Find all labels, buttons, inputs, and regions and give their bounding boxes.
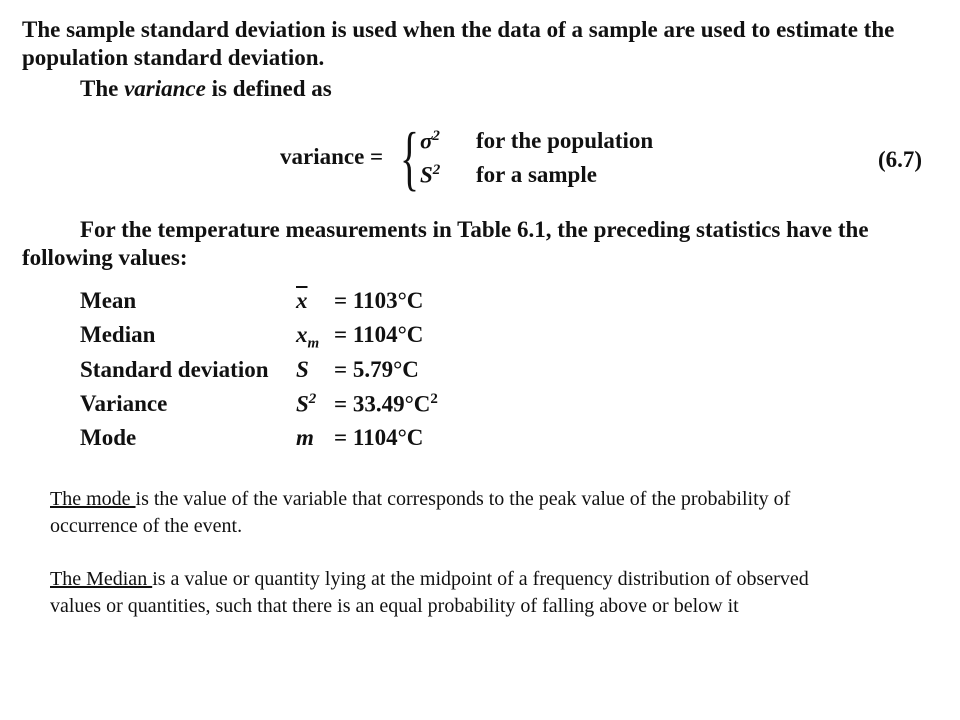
mode-definition [50,486,840,540]
stat-name-std-dev: Standard deviation [80,357,269,382]
mode-term: The mode [50,488,136,510]
stat-symbol-median: $x_m$ [296,322,320,352]
stat-name-mean: Mean [80,288,137,313]
variance-term: variance [124,76,206,101]
stat-value-mean: = 1103°C [334,288,424,313]
stat-value-std-dev: = 5.79°C [334,357,419,382]
variance-definition-intro [80,76,332,102]
equation-case-sample-text: for a sample [476,162,597,187]
stat-symbol-variance: $S^2$ [296,391,317,417]
median-definition-text: is a value or quantity lying at the midpoint of a frequency distribution of observed values or quantities, such that there is an equal probability of falling above or below it [50,568,809,617]
equation-lhs: variance = [280,144,384,169]
stat-name-median: Median [80,322,156,347]
equation-brace: { [400,118,420,198]
stat-name-variance: Variance [80,391,168,416]
variance-intro-prefix: The [80,76,125,101]
sample-std-dev-paragraph: The sample standard deviation is used when the data of a sample are used to estimate the population standard deviation. [22,17,895,70]
median-definition [50,566,840,620]
stat-symbol-mode: m [296,425,314,450]
equation-case-population-symbol: $\sigma^2$ [420,128,440,154]
stat-value-median: = 1104°C [334,322,424,347]
variance-intro-suffix: is defined as [205,76,332,101]
mode-definition-text: is the value of the variable that corresponds to the peak value of the probability of occurrence of the event. [50,488,791,537]
equation-number: (6.7) [878,147,923,172]
equation-case-population-text: for the population [476,128,654,153]
stat-value-mode: = 1104°C [334,425,424,450]
stat-name-mode: Mode [80,425,137,450]
stat-value-variance: = $33.49^\circ C^2$ [334,391,438,417]
temperature-statistics-paragraph: For the temperature measurements in Table 6.1, the preceding statistics have the following values: [22,217,869,270]
stat-symbol-mean: $\overline{x}$ [296,288,308,313]
equation-case-sample-symbol: $S^2$ [420,162,441,188]
stat-symbol-std-dev: S [296,357,309,382]
median-term: The Median [50,568,153,590]
